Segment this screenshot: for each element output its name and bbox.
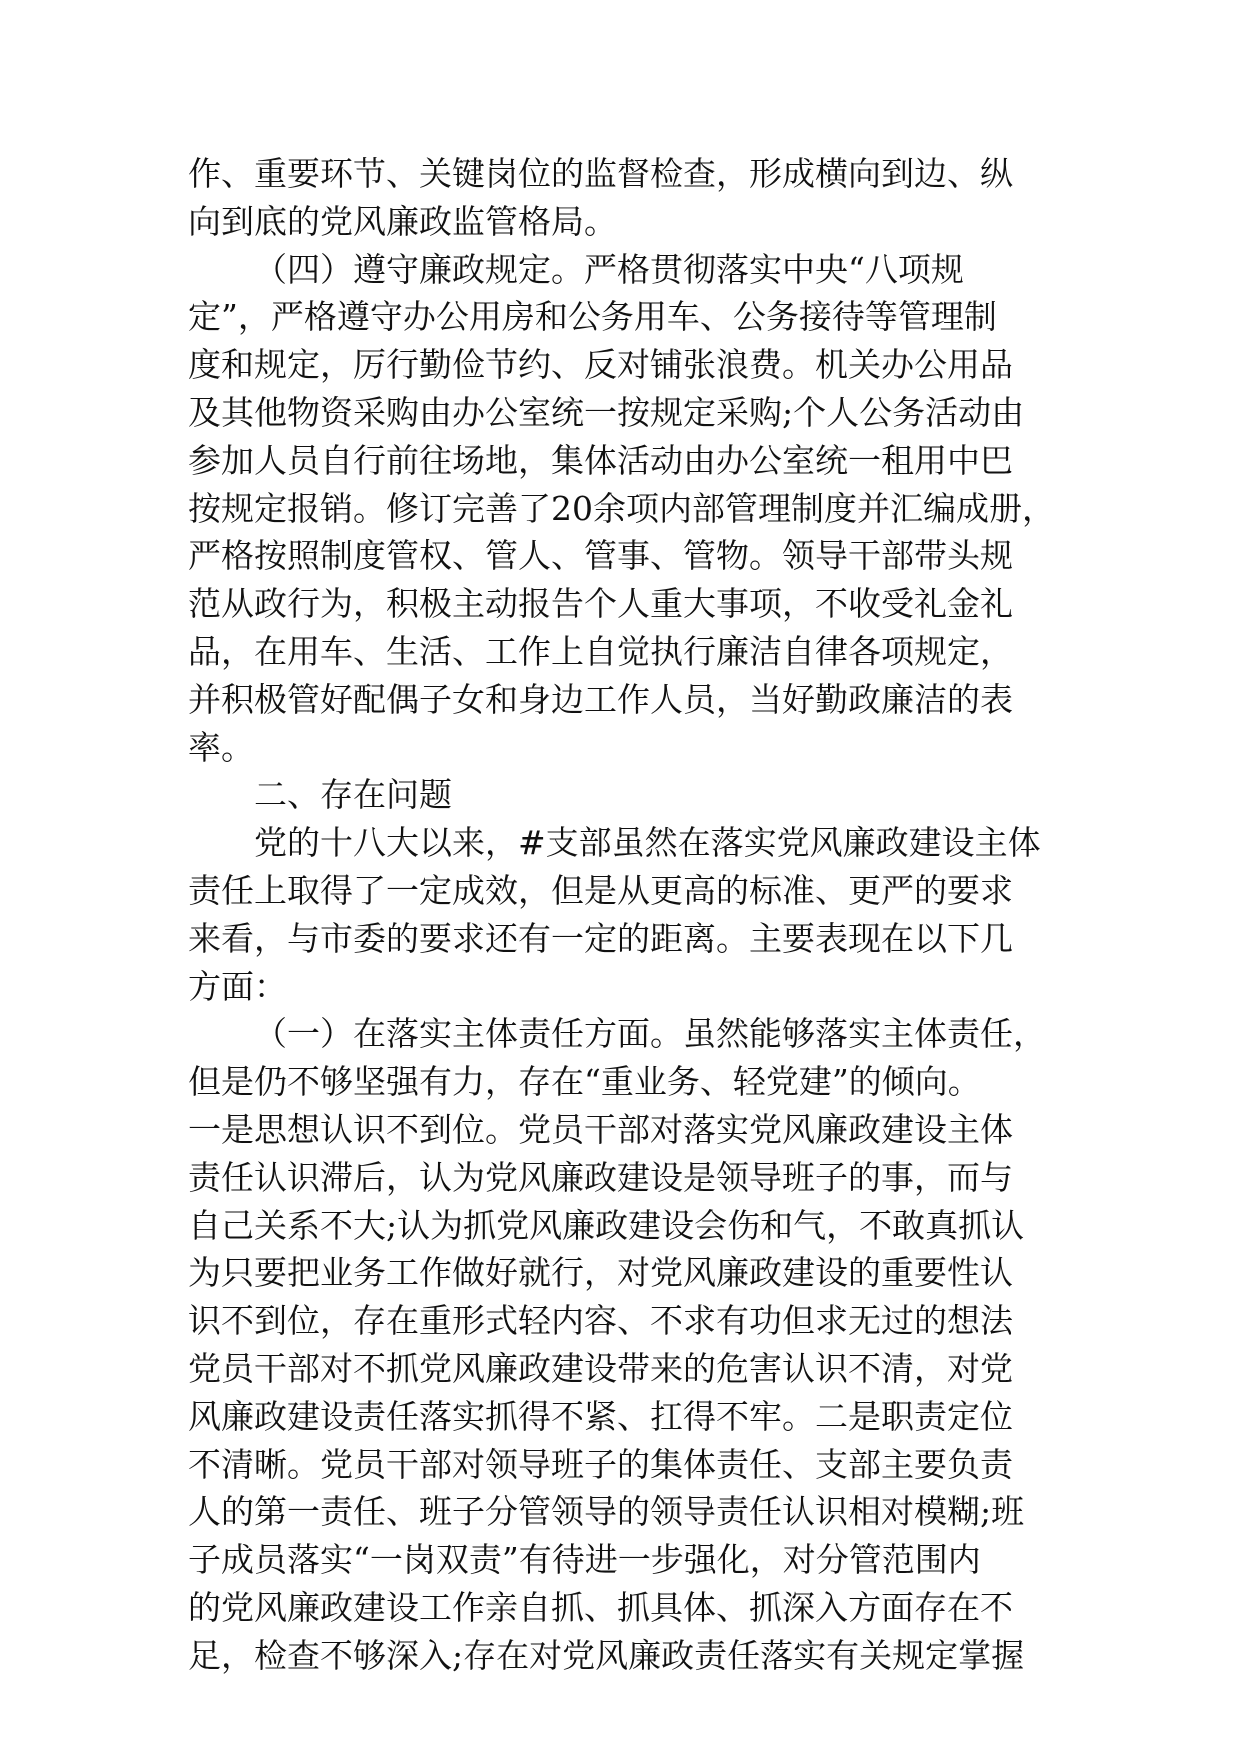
text-line: 责任上取得了一定成效，但是从更高的标准、更严的要求 xyxy=(188,870,1013,910)
text-line: 一是思想认识不到位。党员干部对落实党风廉政建设主体 xyxy=(188,1109,1013,1149)
text-line: 方面： xyxy=(188,966,287,1006)
text-line: 参加人员自行前往场地，集体活动由办公室统一租用中巴 xyxy=(188,440,1013,480)
text-line: 范从政行为，积极主动报告个人重大事项，不收受礼金礼 xyxy=(188,584,1013,624)
section-paragraph-start: （一）在落实主体责任方面。虽然能够落实主体责任， xyxy=(254,1014,1046,1054)
text-line: 定”，严格遵守办公用房和公务用车、公务接待等管理制 xyxy=(188,297,997,337)
text-line: 足，检查不够深入;存在对党风廉政责任落实有关规定掌握 xyxy=(188,1635,1025,1675)
text-line: 按规定报销。修订完善了20余项内部管理制度并汇编成册， xyxy=(188,488,1055,528)
text-line: 度和规定，厉行勤俭节约、反对铺张浪费。机关办公用品 xyxy=(188,345,1013,385)
section-paragraph-start: 党的十八大以来，#支部虽然在落实党风廉政建设主体 xyxy=(254,823,1041,863)
text-line: 向到底的党风廉政监管格局。 xyxy=(188,201,617,241)
document-body xyxy=(188,150,1068,1680)
text-line: 党员干部对不抓党风廉政建设带来的危害认识不清，对党 xyxy=(188,1348,1013,1388)
text-line: 人的第一责任、班子分管领导的领导责任认识相对模糊;班 xyxy=(188,1492,1025,1532)
text-line: 但是仍不够坚强有力，存在“重业务、轻党建”的倾向。 xyxy=(188,1062,981,1102)
section-paragraph-start: （四）遵守廉政规定。严格贯彻落实中央“八项规 xyxy=(254,249,964,289)
text-line: 自己关系不大;认为抓党风廉政建设会伤和气，不敢真抓认 xyxy=(188,1205,1025,1245)
text-line: 不清晰。党员干部对领导班子的集体责任、支部主要负责 xyxy=(188,1444,1013,1484)
text-line: 子成员落实“一岗双责”有待进一步强化，对分管范围内 xyxy=(188,1540,981,1580)
text-line: 品，在用车、生活、工作上自觉执行廉洁自律各项规定， xyxy=(188,631,1013,671)
text-line: 严格按照制度管权、管人、管事、管物。领导干部带头规 xyxy=(188,536,1013,576)
text-line: 的党风廉政建设工作亲自抓、抓具体、抓深入方面存在不 xyxy=(188,1587,1013,1627)
text-line: 责任认识滞后，认为党风廉政建设是领导班子的事，而与 xyxy=(188,1157,1013,1197)
text-line: 识不到位，存在重形式轻内容、不求有功但求无过的想法 xyxy=(188,1301,1013,1341)
text-line: 来看，与市委的要求还有一定的距离。主要表现在以下几 xyxy=(188,918,1013,958)
text-line: 并积极管好配偶子女和身边工作人员，当好勤政廉洁的表 xyxy=(188,679,1013,719)
text-line: 风廉政建设责任落实抓得不紧、扛得不牢。二是职责定位 xyxy=(188,1396,1013,1436)
text-line: 率。 xyxy=(188,727,254,767)
text-line: 及其他物资采购由办公室统一按规定采购;个人公务活动由 xyxy=(188,392,1025,432)
text-line: 作、重要环节、关键岗位的监督检查，形成横向到边、纵 xyxy=(188,154,1013,193)
text-line: 为只要把业务工作做好就行，对党风廉政建设的重要性认 xyxy=(188,1253,1013,1293)
section-heading: 二、存在问题 xyxy=(254,775,452,815)
